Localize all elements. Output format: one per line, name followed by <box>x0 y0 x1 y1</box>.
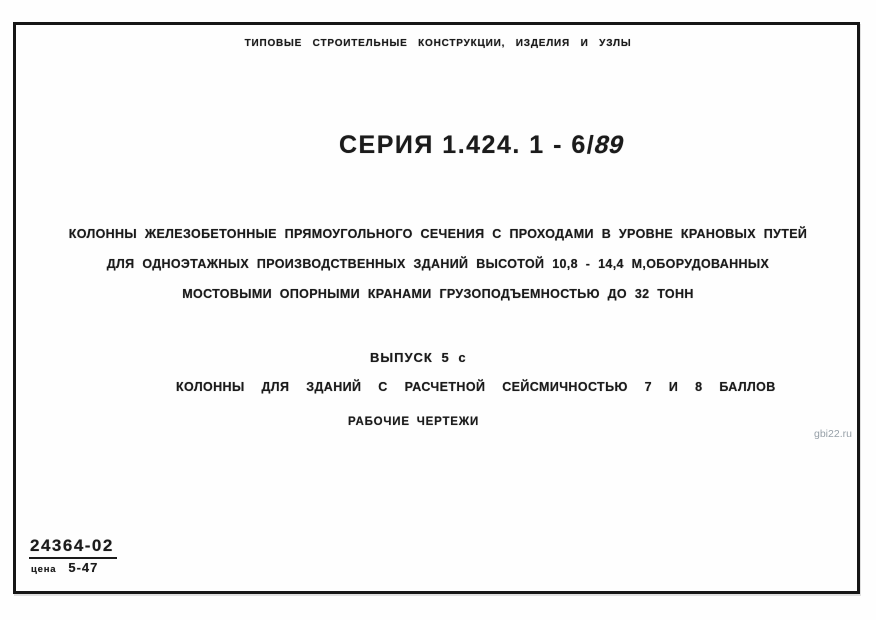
stamp-block <box>29 536 117 575</box>
description-line-1: КОЛОННЫ ЖЕЛЕЗОБЕТОННЫЕ ПРЯМОУГОЛЬНОГО СЕЧЕНИЯ С ПРОХОДАМИ В УРОВНЕ КРАНОВЫХ ПУТЕЙ <box>68 227 808 241</box>
stamp-code: 24364-02 <box>29 536 117 559</box>
description-line-3: МОСТОВЫМИ ОПОРНЫМИ КРАНАМИ ГРУЗОПОДЪЕМНОСТЬЮ ДО 32 ТОНН <box>182 287 694 301</box>
description-line-2: ДЛЯ ОДНОЭТАЖНЫХ ПРОИЗВОДСТВЕННЫХ ЗДАНИЙ ВЫСОТОЙ 10,8 - 14,4 М,ОБОРУДОВАННЫХ <box>106 257 770 271</box>
series-title-year: 89 <box>591 131 628 159</box>
subtitle: КОЛОННЫ ДЛЯ ЗДАНИЙ С РАСЧЕТНОЙ СЕЙСМИЧНОСТЬЮ 7 И 8 БАЛЛОВ <box>176 380 776 394</box>
document-header: ТИПОВЫЕ СТРОИТЕЛЬНЫЕ КОНСТРУКЦИИ, ИЗДЕЛИЯ И УЗЛЫ <box>244 38 632 49</box>
price-value: 5-47 <box>68 560 99 575</box>
series-title <box>339 131 628 160</box>
issue-label: ВЫПУСК 5 с <box>370 350 467 365</box>
stamp-price-row <box>29 560 117 575</box>
series-title-text: СЕРИЯ 1.424. 1 - 6/ <box>339 131 596 159</box>
sheet-border-frame <box>13 22 860 594</box>
site-watermark: gbi22.ru <box>814 428 852 440</box>
price-label: цена <box>31 564 57 575</box>
doc-type-label: РАБОЧИЕ ЧЕРТЕЖИ <box>348 416 480 428</box>
